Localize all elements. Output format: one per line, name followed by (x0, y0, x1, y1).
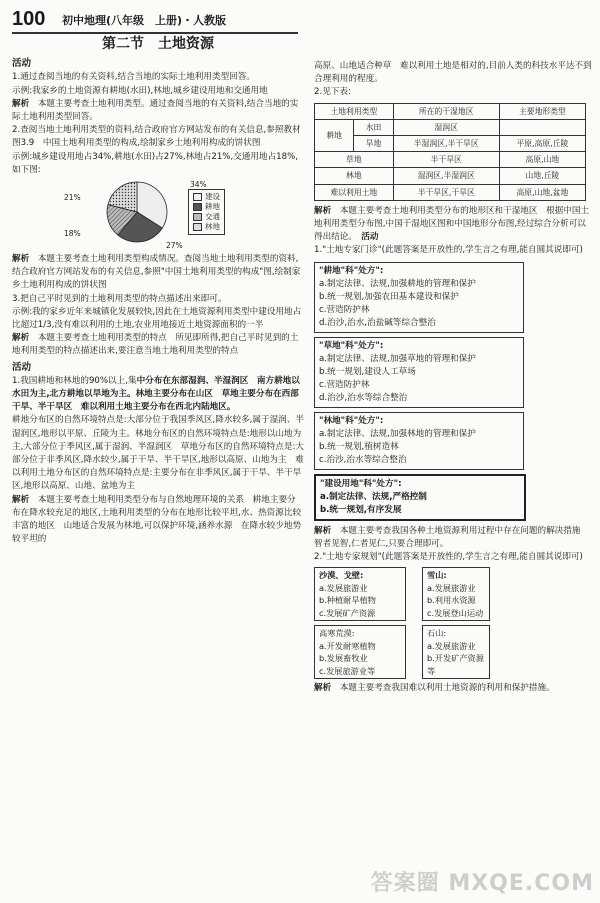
legend-swatch (193, 203, 202, 211)
table-row (315, 168, 586, 184)
plan-title: 石山: (427, 628, 447, 639)
box-title: "建设用地"科"处方": (320, 478, 402, 489)
box-item: a.制定法律、法规,严格控制 (320, 491, 427, 502)
analysis-label: 解析 (314, 683, 332, 694)
activity-heading-3: 活动 (361, 232, 379, 243)
table-cell: 高原,山地 (499, 152, 585, 168)
plan-item: a.发展旅游业 (319, 582, 368, 593)
a2-text-2: 耕地分布区的自然环境特点是:大部分位于我国季风区,降水较多,属于湿润、半湿润区,地形以平原、丘陵为主。林地分布区的自然环境特点是:地形以山地为主,大部分位于季风区,属于湿润、半湿润区 草地分布区的自然环境特点是:大部分位于非季风区,降水较少,属于干旱、半干旱区,地形以高原、山地为主 难以利用土地分布区的自然环境特点是:主要分布在非季风区,属于干旱、半干旱区,地形以高原、山地、盆地为主 (12, 415, 304, 492)
table-cell: 林地 (315, 168, 394, 184)
q2-analysis (12, 253, 304, 293)
table-cell: 半干旱区,干旱区 (393, 184, 499, 200)
page-number: 100 (12, 8, 46, 30)
table-cell (499, 119, 585, 135)
table-row (315, 136, 586, 152)
table-cell: 半湿润区,半干旱区 (393, 136, 499, 152)
table-cell: 平原,高原,丘陵 (499, 136, 585, 152)
analysis-label: 解析 (12, 333, 30, 344)
prescription-box-farmland (314, 262, 524, 333)
box-item: d.治沙,治水,治盐碱等综合整治 (319, 317, 436, 328)
table-row (315, 119, 586, 135)
plan-box-alpine-desert (314, 625, 406, 679)
a2-text-part: 1.我国耕地和林地的90%以上,集 (12, 375, 137, 386)
legend-label: 建设 (205, 192, 220, 202)
table-header-row (315, 103, 586, 119)
box-item: b.统一规划,建设人工草场 (319, 366, 416, 377)
q1-example: 示例:我家乡的土地资源有耕地(水田),林地,城乡建设用地和交通用地 (12, 85, 268, 96)
box-item: c.营造防护林 (319, 304, 370, 315)
table-cell: 难以利用土地 (315, 184, 394, 200)
prescription-box-forest (314, 412, 524, 470)
cont-text: 高原、山地适合种草 难以利用土地是相对的,目前人类的科技水平达不到合理利用的程度。 (314, 61, 592, 85)
box-item: b.统一规划,加强农田基本建设和保护 (319, 291, 459, 302)
a2-bold-part: 中分布在东部湿润、半湿润区 南方耕地以水田为主,北方耕地以旱地为主。林地主要分布在山区 草地主要分布在西部干旱、半干旱区 难以利用土地主要分布在西北内陆地区。 (12, 375, 300, 413)
table-cell: 旱地 (354, 136, 393, 152)
box-item: b.统一规划,植树造林 (319, 441, 399, 452)
pie-label-18: 18% (64, 229, 81, 239)
plan-item: b.利用水资源 (427, 595, 476, 606)
box-title: "耕地"科"处方": (319, 265, 384, 276)
table-header: 所在的干湿地区 (393, 103, 499, 119)
q1-clinic: 1."土地专家门诊"(此题答案是开放性的,学生言之有理,能自圆其说即可) (314, 245, 583, 256)
plan-item: c.发展旅游业等 (319, 665, 376, 676)
table-cell: 耕地 (315, 119, 354, 151)
table-cell: 湿润区 (393, 119, 499, 135)
a2-analysis (12, 494, 304, 547)
pie-legend (188, 189, 225, 235)
q2-text: 2.查阅当地土地利用类型的资料,结合政府官方网站发布的有关信息,参照教材图3.9 中国土地利用类型的构成,绘制家乡土地利用构成的饼状图 (12, 125, 301, 149)
pie-chart (12, 179, 304, 249)
table-row (315, 184, 586, 200)
legend-item (193, 212, 220, 222)
table-row (315, 152, 586, 168)
analysis-text: 本题主要考查土地利用类型。通过查阅当地的有关资料,结合当地的实际土地利用类型回答。 (12, 98, 299, 123)
analysis-text: 本题主要考查土地利用类型构成情况。查阅当地土地利用类型的资料,结合政府官方网站发布的有关信息,参照"中国土地利用类型的构成"图,绘制家乡土地利用构成的饼状图 (12, 254, 301, 291)
plan-box-desert (314, 567, 406, 621)
analysis-text: 本题主要考查土地利用类型分布与自然地理环境的关系 耕地主要分布在降水较充足的地区,土地利用类型的分布在地形比较平坦,水、热资源比较丰富的地区 山地适合发展为林地,可以保护环境,涵养水源 在降水较少地势较平坦的 (12, 494, 302, 545)
table-cell: 半干旱区 (393, 152, 499, 168)
box-item: b.统一规划,有序发展 (320, 504, 402, 515)
legend-item (193, 222, 220, 232)
a2-text (12, 375, 304, 415)
plan-item: b.种植耐旱植物 (319, 595, 376, 606)
pie-slices (107, 182, 167, 242)
pie-label-27: 27% (166, 241, 183, 251)
q3-analysis (12, 332, 304, 358)
analysis-label: 解析 (12, 98, 30, 109)
plan-item: b.发展畜牧业 (319, 653, 368, 664)
q2-plan-analysis (314, 682, 592, 695)
q3-text: 3.把自己平时见到的土地利用类型的特点描述出来即可。 (12, 293, 227, 304)
box-item: a.制定法律、法规,加强草地的管理和保护 (319, 353, 476, 364)
page-header (12, 6, 312, 32)
plan-box-snow-mountain (422, 567, 490, 621)
box-item: c.治沙,治水等综合整治 (319, 454, 407, 465)
plan-title: 沙漠、戈壁: (319, 570, 364, 581)
analysis-label: 解析 (12, 254, 30, 265)
table-header: 土地利用类型 (315, 103, 394, 119)
analysis-label: 解析 (12, 494, 30, 505)
analysis-label: 解析 (314, 525, 332, 536)
analysis-label: 解析 (314, 205, 332, 216)
prescription-box-grassland (314, 337, 524, 408)
box-item: d.治沙,治水等综合整治 (319, 392, 408, 403)
pie-label-21: 21% (64, 193, 81, 203)
analysis-text: 本题主要考查土地利用类型分布的地形区和干湿地区 根据中国土地利用类型分布图,中国干湿地区图和中国地形分布图,经过综合分析可以得出结论。 (314, 205, 590, 243)
box-title: "林地"科"处方": (319, 415, 384, 426)
legend-label: 交通 (205, 212, 220, 222)
left-column (12, 34, 304, 894)
table-header: 主要地形类型 (499, 103, 585, 119)
land-type-table (314, 103, 586, 201)
box-item: a.制定法律、法规,加强林地的管理和保护 (319, 428, 476, 439)
plan-box-rock-mountain (422, 625, 490, 679)
plan-item: a.发展旅游业 (427, 640, 476, 651)
legend-item (193, 202, 220, 212)
q3-example: 示例:我的家乡近年来城镇化发展较快,因此在土地资源利用类型中建设用地占比超过1/3,没有难以利用的土地,农业用地接近土地资源面积的一半 (12, 306, 302, 331)
plan-item: c.发展矿产资源 (319, 607, 376, 618)
plan-item: c.发展登山运动 (427, 607, 484, 618)
q2-example: 示例:城乡建设用地占34%,耕地(水田)占27%,林地占21%,交通用地占18%,如下图: (12, 151, 298, 175)
legend-item (193, 192, 220, 202)
analysis-text: 本题主要考查土地利用类型的特点 所见即所得,把自己平时见到的土地利用类型的特点描述出来,要注意当地土地利用类型的特点 (12, 333, 299, 357)
plan-title: 高寒荒漠: (319, 628, 355, 639)
table-cell: 山地,丘陵 (499, 168, 585, 184)
legend-swatch (193, 223, 202, 231)
right-column (314, 60, 592, 895)
prescription-box-construction (314, 474, 526, 521)
q1-clinic-analysis (314, 525, 592, 551)
activity-heading-2: 活动 (12, 361, 32, 373)
table-cell: 高原,山地,盆地 (499, 184, 585, 200)
plan-item: a.开发耐寒植物 (319, 640, 376, 651)
q2-plan: 2."土地专家规划"(此题答案是开放性的,学生言之有理,能自圆其说即可) (314, 552, 583, 563)
q1-analysis (12, 98, 304, 124)
box-item: c.营造防护林 (319, 379, 370, 390)
section-title: 第二节 土地资源 (102, 36, 214, 52)
plan-item: a.发展旅游业 (427, 582, 476, 593)
table-cell: 湿润区,半湿润区 (393, 168, 499, 184)
activity-heading-1: 活动 (12, 58, 32, 70)
table-analysis (314, 205, 592, 245)
legend-swatch (193, 193, 202, 201)
table-cell: 草地 (315, 152, 394, 168)
analysis-text: 本题主要考查我国各种土地资源利用过程中存在问题的解决措施 智者见智,仁者见仁,只要合理即可。 (314, 525, 590, 549)
plan-item: b.开发矿产资源等 (427, 653, 484, 676)
plan-grid (314, 567, 592, 679)
analysis-text: 本题主要考查我国难以利用土地资源的利用和保护措施。 (339, 683, 555, 694)
watermark: 答案圈 MXQE.COM (370, 871, 594, 896)
legend-label: 林地 (205, 222, 220, 232)
plan-title: 雪山: (427, 570, 447, 581)
pie-label-34: 34% (190, 180, 207, 190)
table-cell: 水田 (354, 119, 393, 135)
q2-see-table: 2.见下表: (314, 87, 351, 98)
legend-swatch (193, 213, 202, 221)
book-title: 初中地理(八年级 上册)・人教版 (62, 14, 227, 27)
box-title: "草地"科"处方": (319, 340, 384, 351)
box-item: a.制定法律、法规,加强耕地的管理和保护 (319, 278, 476, 289)
q1-text: 1.通过查阅当地的有关资料,结合当地的实际土地利用类型回答。 (12, 72, 255, 83)
legend-label: 耕地 (205, 202, 220, 212)
